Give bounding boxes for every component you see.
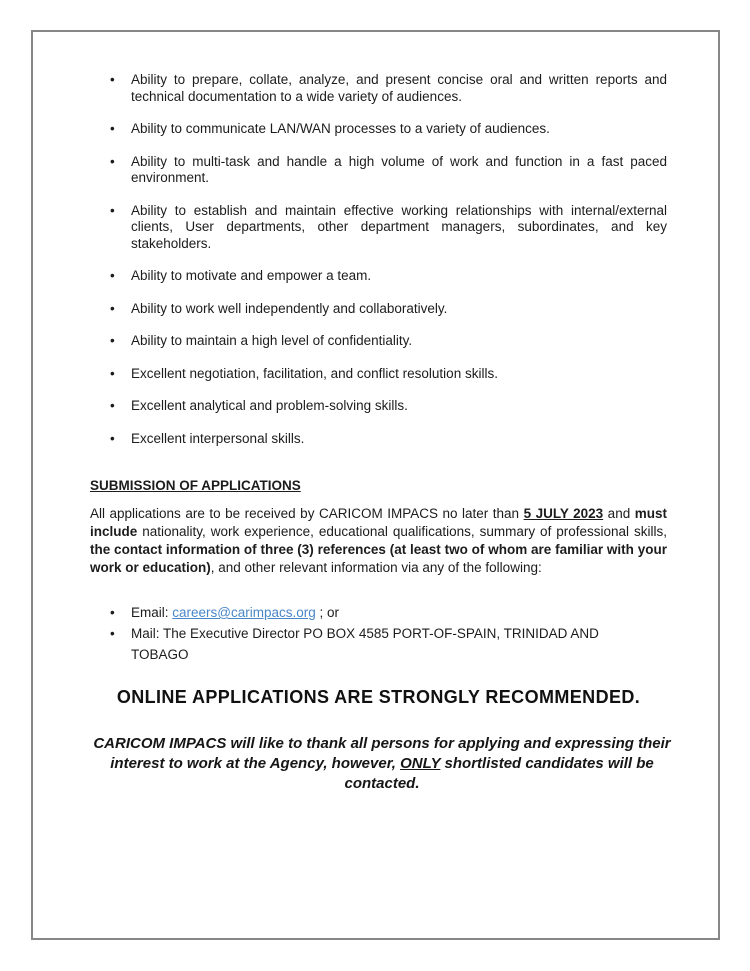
closing-segment: CARICOM IMPACS will like to thank all persons for applying and expressing their interest to work at the Agency, however, xyxy=(93,735,671,772)
list-item-text: • Ability to motivate and empower a team. xyxy=(131,268,372,283)
list-item-text: • Ability to multi-task and handle a high volume of work and function in a fast paced environment. xyxy=(131,153,667,185)
list-item xyxy=(90,72,667,105)
email-suffix: ; or xyxy=(315,605,340,620)
closing-only-emphasis: ONLY xyxy=(400,755,441,772)
list-item xyxy=(90,268,667,285)
list-item-text: • Ability to work well independently and collaboratively. xyxy=(131,300,448,316)
submission-paragraph xyxy=(90,505,667,577)
list-item xyxy=(90,203,667,253)
list-item xyxy=(90,431,667,448)
page-content xyxy=(33,32,718,794)
email-label: Email: xyxy=(131,605,173,620)
para-segment: nationality, work experience, educational qualifications, summary of professional skills, xyxy=(137,524,667,539)
list-item-text: • Ability to communicate LAN/WAN processes to a variety of audiences. xyxy=(131,121,550,136)
list-item xyxy=(90,366,667,383)
list-item xyxy=(90,333,667,350)
list-item-text: • Ability to prepare, collate, analyze, and present concise oral and written reports and technical documentation to a wide variety of audiences. xyxy=(131,72,667,104)
closing-note xyxy=(90,734,674,794)
list-item-text: • Ability to maintain a high level of confidentiality. xyxy=(131,333,413,348)
list-item xyxy=(90,301,667,318)
para-segment-bold: the contact information of three (3) references (at least two of whom are familiar with your work or education) xyxy=(90,542,667,575)
page-border-frame xyxy=(31,30,720,940)
online-applications-notice: ONLINE APPLICATIONS ARE STRONGLY RECOMMENDED. xyxy=(116,687,641,707)
list-item-text: • Ability to establish and maintain effective working relationships with internal/external clients, User departments, other department managers, subordinates, and key stakeholders. xyxy=(131,202,667,251)
para-segment-bold: must include xyxy=(90,506,667,539)
skills-list xyxy=(90,72,667,447)
para-segment: All applications are to be received by CARICOM IMPACS no later than xyxy=(90,506,524,521)
para-segment: , and other relevant information via any of the following: xyxy=(210,560,542,575)
list-item xyxy=(90,154,667,187)
submission-heading: SUBMISSION OF APPLICATIONS xyxy=(90,478,301,493)
closing-segment: shortlisted candidates will be contacted. xyxy=(344,755,654,792)
mail-address-text: • Mail: The Executive Director PO BOX 4585 PORT-OF-SPAIN, TRINIDAD AND TOBAGO xyxy=(131,626,599,662)
list-item-text: • Excellent interpersonal skills. xyxy=(131,430,305,446)
para-segment: and xyxy=(603,506,635,521)
list-item-text: • Excellent negotiation, facilitation, and conflict resolution skills. xyxy=(131,365,498,381)
deadline-date: 5 JULY 2023 xyxy=(523,506,604,521)
mail-list-item xyxy=(90,623,667,665)
email-link[interactable]: careers@carimpacs.org xyxy=(172,605,316,620)
list-item xyxy=(90,121,667,138)
contact-list xyxy=(90,602,667,665)
list-item xyxy=(90,398,667,415)
list-item-text: • Excellent analytical and problem-solving skills. xyxy=(131,398,408,413)
email-list-item xyxy=(90,602,667,623)
